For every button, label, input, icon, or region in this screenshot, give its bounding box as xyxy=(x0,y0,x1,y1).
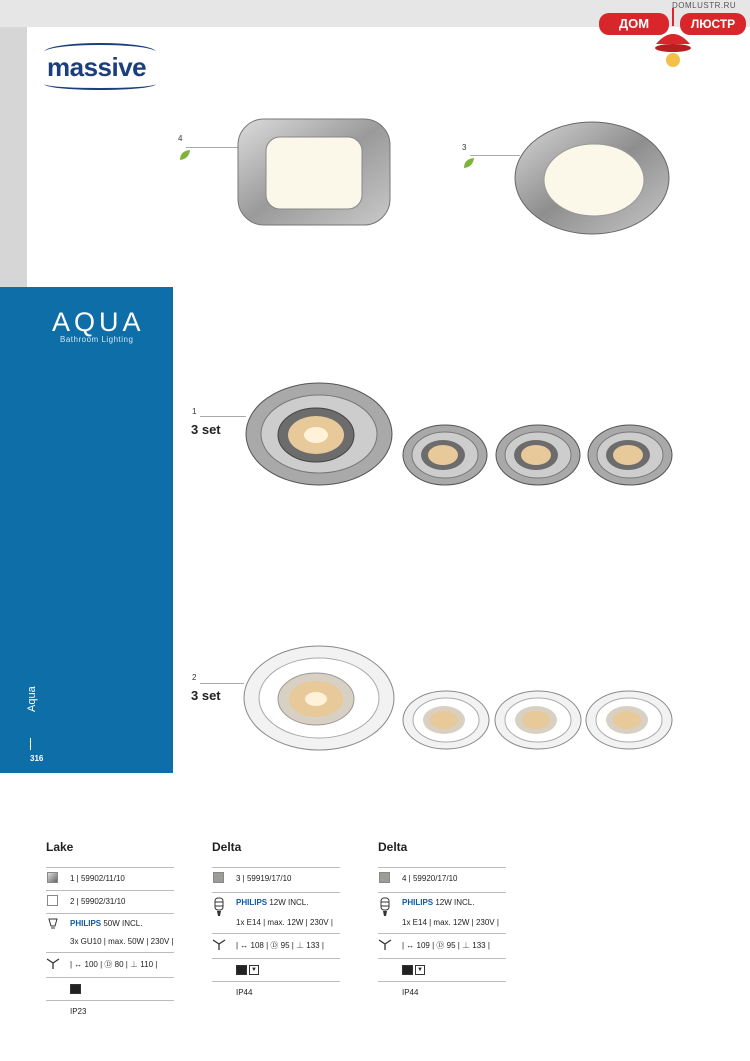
watermark-right-word: ЛЮСТР xyxy=(680,13,746,35)
callout-line xyxy=(200,683,244,684)
variant-row xyxy=(212,867,340,892)
variant-code: 3 | 59919/17/10 xyxy=(236,874,292,883)
dimensions-row xyxy=(378,933,506,958)
watermark-site: DOMLUSTR.RU xyxy=(672,1,737,10)
cert-icon xyxy=(236,965,247,975)
dimensions-text: | ↔ 100 | Ⓓ 80 | ⊥ 110 | xyxy=(70,960,158,969)
variant-code: 1 | 59902/11/10 xyxy=(70,874,125,883)
product-name: Lake xyxy=(46,840,74,854)
bulb-spec: 1x E14 | max. 12W | 230V | xyxy=(402,918,499,927)
product-name: Delta xyxy=(378,840,408,854)
product-spec-delta-3 xyxy=(212,840,340,1004)
dimensions-row xyxy=(212,933,340,958)
page-number: 316 xyxy=(30,754,44,763)
dimensions-text: | ↔ 109 | Ⓓ 95 | ⊥ 133 | xyxy=(402,941,490,950)
ip-row xyxy=(46,1000,174,1023)
spotlight-small-image xyxy=(402,424,488,486)
side-label: Aqua xyxy=(26,686,38,712)
cert-icon xyxy=(402,965,413,975)
variant-row xyxy=(46,890,174,913)
ip-rating: IP23 xyxy=(70,1007,87,1016)
bulb-icon xyxy=(378,897,392,919)
ip-rating: IP44 xyxy=(236,988,253,997)
variant-row xyxy=(46,867,174,890)
collection-title: AQUA xyxy=(52,307,145,337)
collection-subtitle: Bathroom Lighting xyxy=(60,335,134,344)
bulb-row xyxy=(46,913,174,952)
product-spec-delta-4 xyxy=(378,840,506,1004)
side-divider xyxy=(30,738,31,750)
certification-row xyxy=(378,958,506,981)
leaf-icon xyxy=(178,148,192,162)
bulb-row xyxy=(212,892,340,933)
finish-swatch xyxy=(213,872,224,883)
bulb-icon xyxy=(46,917,60,931)
watermark-left-word: ДОМ xyxy=(599,13,669,35)
bulb-brand: PHILIPS xyxy=(70,919,102,928)
logo-arc-bottom xyxy=(44,78,156,90)
callout-number: 2 xyxy=(192,673,197,682)
square-lamp-image xyxy=(236,117,392,229)
dimensions-text: | ↔ 108 | Ⓓ 95 | ⊥ 133 | xyxy=(236,941,324,950)
dimensions-icon xyxy=(378,939,392,951)
spotlight-large-image xyxy=(244,381,394,487)
cert-icon xyxy=(70,984,81,994)
product-name: Delta xyxy=(212,840,242,854)
bulb-power: 12W INCL. xyxy=(435,898,475,907)
certification-row xyxy=(212,958,340,981)
left-strip xyxy=(0,27,27,287)
spotlight-small-white-image xyxy=(402,690,490,750)
variant-row xyxy=(378,867,506,892)
callout-number: 3 xyxy=(462,143,467,152)
callout-number: 4 xyxy=(178,134,183,143)
spotlight-large-white-image xyxy=(242,644,396,752)
spotlight-small-image xyxy=(587,424,673,486)
bulb-icon xyxy=(212,897,226,919)
bulb-spec: 3x GU10 | max. 50W | 230V | xyxy=(70,937,174,946)
ip-rating: IP44 xyxy=(402,988,419,997)
finish-swatch xyxy=(47,895,58,906)
dimensions-row xyxy=(46,952,174,977)
bulb-power: 50W INCL. xyxy=(103,919,143,928)
set-label: 3 set xyxy=(191,688,221,703)
finish-swatch xyxy=(379,872,390,883)
ip-row xyxy=(378,981,506,1004)
brand-logo: massive xyxy=(47,52,147,82)
round-lamp-image xyxy=(512,120,672,238)
bulb-brand: PHILIPS xyxy=(236,898,268,907)
finish-swatch xyxy=(47,872,58,883)
glass-icon: ▼ xyxy=(415,965,425,975)
variant-code: 2 | 59902/31/10 xyxy=(70,897,126,906)
spotlight-small-image xyxy=(495,424,581,486)
leaf-icon xyxy=(462,156,476,170)
glass-icon: ▼ xyxy=(249,965,259,975)
bulb-power: 12W INCL. xyxy=(269,898,309,907)
dimensions-icon xyxy=(46,958,60,970)
variant-code: 4 | 59920/17/10 xyxy=(402,874,458,883)
certification-row xyxy=(46,977,174,1000)
bulb-row xyxy=(378,892,506,933)
chandelier-icon xyxy=(652,8,694,70)
ip-row xyxy=(212,981,340,1004)
dimensions-icon xyxy=(212,939,226,951)
bulb-brand: PHILIPS xyxy=(402,898,434,907)
callout-line xyxy=(200,416,246,417)
set-label: 3 set xyxy=(191,422,221,437)
bulb-spec: 1x E14 | max. 12W | 230V | xyxy=(236,918,333,927)
spotlight-small-white-image xyxy=(494,690,582,750)
product-spec-lake xyxy=(46,840,174,1023)
callout-number: 1 xyxy=(192,407,197,416)
spotlight-small-white-image xyxy=(585,690,673,750)
